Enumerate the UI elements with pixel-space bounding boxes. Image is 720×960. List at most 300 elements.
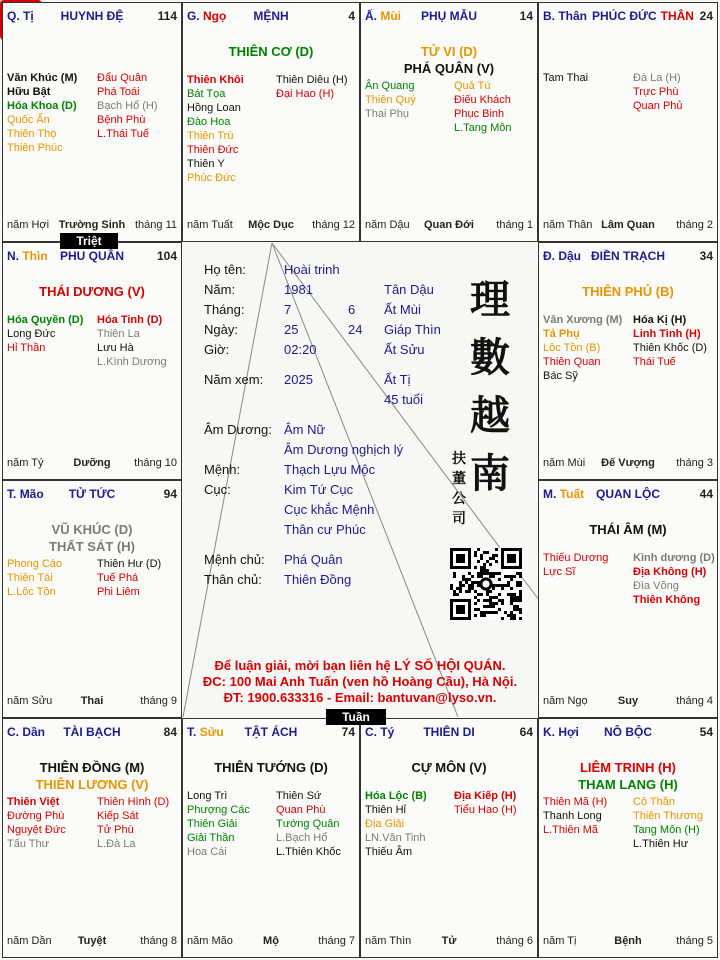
main-star: VŨ KHÚC (D) bbox=[51, 522, 133, 537]
palace-number: 44 bbox=[699, 487, 713, 501]
palace-header bbox=[543, 9, 713, 25]
star-item: Lộc Tồn (B) bbox=[543, 342, 601, 354]
minor-stars-right bbox=[276, 73, 348, 101]
main-star: THIÊN LƯƠNG (V) bbox=[35, 777, 149, 792]
palace-cell-tuat[interactable] bbox=[538, 480, 718, 718]
star-item: Phi Liêm bbox=[97, 586, 140, 598]
life-stage: Lâm Quan bbox=[601, 219, 655, 231]
palace-name: THIÊN DI bbox=[423, 725, 475, 739]
palace-cell-hoi[interactable] bbox=[538, 718, 718, 958]
life-stage: Tuyệt bbox=[77, 935, 107, 947]
star-item: Quốc Ấn bbox=[7, 114, 50, 126]
star-item: Bệnh Phù bbox=[97, 114, 146, 126]
star-item: Thiên Đức bbox=[187, 144, 239, 156]
star-item: Điếu Khách bbox=[454, 94, 511, 106]
info-value-3: Tân Dậu bbox=[384, 282, 434, 297]
star-item: Tử Phù bbox=[97, 824, 134, 836]
star-item: Tướng Quân bbox=[276, 818, 340, 830]
am-duong-label: Âm Dương: bbox=[204, 422, 272, 437]
palace-number: 54 bbox=[699, 725, 713, 739]
branch-stem: T. bbox=[187, 725, 197, 739]
palace-footer bbox=[543, 935, 713, 949]
star-item: Thiên Giải bbox=[187, 818, 238, 830]
minor-stars-left bbox=[7, 557, 62, 599]
branch-name: Mùi bbox=[380, 9, 402, 23]
footer-month: tháng 6 bbox=[496, 935, 533, 947]
footer-year: năm Tý bbox=[7, 457, 44, 469]
main-star: THÁI ÂM (M) bbox=[589, 522, 667, 537]
star-item: Đường Phù bbox=[7, 810, 65, 822]
footer-month: tháng 3 bbox=[676, 457, 713, 469]
star-item: Thai Phụ bbox=[365, 108, 410, 120]
footer-year: năm Mão bbox=[187, 935, 233, 947]
star-item: Địa Kiếp (H) bbox=[454, 790, 517, 802]
star-item: Quan Phù bbox=[276, 804, 326, 816]
minor-stars-right bbox=[454, 789, 517, 817]
palace-number: 34 bbox=[699, 249, 713, 263]
star-item: Thiên Thương bbox=[633, 810, 704, 822]
cuc-label: Cục: bbox=[204, 482, 231, 497]
footer-year: năm Sửu bbox=[7, 695, 53, 707]
palace-header bbox=[7, 725, 177, 741]
palace-footer bbox=[365, 935, 533, 949]
main-star: CỰ MÔN (V) bbox=[411, 760, 487, 775]
main-stars bbox=[361, 759, 537, 776]
life-stage: Đế Vượng bbox=[601, 457, 655, 469]
info-value-3: Ất Mùi bbox=[384, 302, 421, 317]
footer-year: năm Tị bbox=[543, 935, 577, 947]
branch-name: Tị bbox=[23, 9, 34, 23]
palace-cell-mui[interactable] bbox=[360, 2, 538, 242]
star-item: Đìa Võng bbox=[633, 580, 679, 592]
star-item: Thiên Trù bbox=[187, 130, 234, 142]
contact-line-1: Để luận giải, mời bạn liên hệ LÝ SỐ HỘI QUÁN. bbox=[214, 658, 506, 673]
palace-footer bbox=[543, 219, 713, 233]
star-item: Thiên Hỉ bbox=[365, 804, 406, 816]
life-stage: Suy bbox=[617, 695, 639, 707]
palace-name: TỬ TỨC bbox=[68, 487, 116, 501]
minor-stars-right bbox=[633, 795, 703, 851]
palace-footer bbox=[7, 935, 177, 949]
footer-year: năm Dậu bbox=[365, 219, 410, 231]
palace-extra-than: THÂN bbox=[660, 9, 694, 23]
star-item: L.Thái Tuế bbox=[97, 128, 149, 140]
star-item: Bác Sỹ bbox=[543, 370, 578, 382]
star-item: Tấu Thư bbox=[7, 838, 50, 850]
minor-stars-left bbox=[7, 795, 66, 851]
palace-name: TẬT ÁCH bbox=[244, 725, 298, 739]
palace-cell-mao[interactable] bbox=[2, 480, 182, 718]
star-item: Phúc Đức bbox=[187, 172, 236, 184]
small-calligraphy-char: 扶 bbox=[452, 451, 466, 467]
star-item: Thiên Phúc bbox=[7, 142, 63, 154]
minor-stars-left bbox=[543, 313, 622, 383]
main-star: LIÊM TRINH (H) bbox=[579, 760, 677, 775]
footer-month: tháng 10 bbox=[134, 457, 177, 469]
star-item: Bạch Hổ (H) bbox=[97, 100, 158, 112]
branch-name: Tý bbox=[380, 725, 395, 739]
branch-stem: C. bbox=[7, 725, 19, 739]
palace-number: 24 bbox=[699, 9, 713, 23]
star-item: Thiên Quan bbox=[543, 356, 601, 368]
minor-stars-left bbox=[7, 313, 83, 355]
main-star: THẤT SÁT (H) bbox=[49, 539, 135, 554]
footer-month: tháng 8 bbox=[140, 935, 177, 947]
info-value: 02:20 bbox=[284, 342, 317, 357]
footer-year: năm Thìn bbox=[365, 935, 412, 947]
palace-number: 64 bbox=[519, 725, 533, 739]
main-stars bbox=[539, 521, 717, 538]
minor-stars-right bbox=[276, 789, 341, 859]
footer-month: tháng 4 bbox=[676, 695, 713, 707]
palace-name: MỆNH bbox=[253, 9, 289, 23]
footer-month: tháng 12 bbox=[312, 219, 355, 231]
than-chu-value: Thiên Đồng bbox=[284, 572, 352, 587]
cuc-value: Kim Tứ Cục bbox=[284, 482, 354, 497]
main-stars bbox=[361, 43, 537, 77]
branch-name: Dậu bbox=[558, 249, 582, 263]
star-item: Hóa Tinh (D) bbox=[97, 314, 163, 326]
star-item: Thiên Không bbox=[633, 594, 701, 606]
star-item: Lực Sĩ bbox=[543, 566, 576, 578]
minor-stars-left bbox=[365, 789, 427, 859]
minor-stars-left bbox=[187, 73, 244, 185]
star-item: Hóa Khoa (D) bbox=[7, 100, 77, 112]
palace-number: 74 bbox=[341, 725, 355, 739]
star-item: Trực Phù bbox=[633, 86, 679, 98]
palace-footer bbox=[7, 219, 177, 233]
palace-header bbox=[365, 725, 533, 741]
star-item: Thiên Hư (D) bbox=[97, 558, 162, 570]
star-item: Tuế Phá bbox=[97, 572, 139, 584]
palace-number: 104 bbox=[156, 249, 177, 263]
branch-stem: Q. bbox=[7, 9, 20, 23]
palace-footer bbox=[543, 457, 713, 471]
star-item: Giải Thần bbox=[187, 832, 235, 844]
star-item: Linh Tinh (H) bbox=[633, 328, 701, 340]
star-item: Tam Thai bbox=[543, 72, 589, 84]
palace-header bbox=[7, 9, 177, 25]
star-item: Hoa Cái bbox=[187, 846, 227, 858]
palace-number: 4 bbox=[348, 9, 355, 23]
star-item: Thái Tuế bbox=[633, 356, 676, 368]
info-value: 7 bbox=[284, 302, 292, 317]
small-calligraphy-char: 司 bbox=[452, 511, 466, 527]
star-item: Đào Hoa bbox=[187, 116, 231, 128]
star-item: Nguyệt Đức bbox=[7, 824, 66, 836]
main-star: THIÊN CƠ (D) bbox=[228, 44, 314, 59]
star-item: Thiên Thọ bbox=[7, 128, 57, 140]
branch-name: Mão bbox=[19, 487, 44, 501]
star-item: Quả Tú bbox=[454, 80, 491, 92]
minor-stars-right bbox=[454, 79, 511, 135]
palace-footer bbox=[7, 695, 177, 709]
footer-month: tháng 1 bbox=[496, 219, 533, 231]
main-stars bbox=[3, 283, 181, 300]
minor-stars-left bbox=[543, 551, 608, 579]
life-stage: Mộ bbox=[263, 935, 279, 947]
palace-header bbox=[187, 9, 355, 25]
palace-footer bbox=[365, 219, 533, 233]
info-label: Tháng: bbox=[204, 302, 245, 317]
cuc-note: Cục khắc Mệnh bbox=[284, 502, 375, 517]
palace-header bbox=[365, 9, 533, 25]
star-item: Thiên Khôi bbox=[187, 74, 244, 86]
star-item: Quan Phủ bbox=[633, 100, 683, 112]
palace-header bbox=[7, 487, 177, 503]
star-item: Tiểu Hao (H) bbox=[454, 804, 517, 816]
minor-stars-right bbox=[633, 551, 715, 607]
minor-stars-left bbox=[543, 795, 607, 837]
star-item: Đà La (H) bbox=[633, 72, 681, 84]
star-item: Lưu Hà bbox=[97, 342, 134, 354]
star-item: Thanh Long bbox=[543, 810, 602, 822]
star-item: L.Thiên Khốc bbox=[276, 846, 341, 858]
calligraphy-char: 理 bbox=[470, 276, 510, 323]
branch-name: Sửu bbox=[199, 725, 224, 739]
info-value: 25 bbox=[284, 322, 299, 337]
palace-name: PHU QUÂN bbox=[59, 249, 124, 263]
palace-name: NÔ BỘC bbox=[604, 725, 652, 739]
star-item: Địa Không (H) bbox=[633, 566, 707, 578]
palace-header bbox=[187, 725, 355, 741]
palace-name: TÀI BẠCH bbox=[63, 725, 121, 739]
star-item: Thiên Hình (D) bbox=[97, 796, 170, 808]
minor-stars-right bbox=[633, 313, 707, 369]
triet-badge: Triệt bbox=[60, 233, 118, 249]
life-stage: Bệnh bbox=[614, 935, 642, 947]
branch-stem: G. bbox=[187, 9, 200, 23]
main-stars bbox=[183, 43, 359, 60]
life-stage: Dưỡng bbox=[73, 457, 111, 469]
menh-value: Thạch Lựu Mộc bbox=[284, 462, 376, 477]
palace-cell-ty[interactable] bbox=[2, 2, 182, 242]
star-item: Thiên Tài bbox=[7, 572, 53, 584]
info-value-3: Ất Tị bbox=[384, 372, 411, 387]
main-star: PHÁ QUÂN (V) bbox=[403, 61, 495, 76]
main-stars bbox=[183, 759, 359, 776]
star-item: Hóa Quyền (D) bbox=[7, 314, 84, 326]
branch-name: Hợi bbox=[558, 725, 579, 739]
info-label: Năm: bbox=[204, 282, 236, 297]
star-item: L.Thiên Hư bbox=[633, 838, 689, 850]
star-item: Kình dương (D) bbox=[633, 552, 715, 564]
palace-name: PHỤ MẪU bbox=[421, 9, 477, 23]
minor-stars-right bbox=[633, 71, 683, 113]
footer-year: năm Dần bbox=[7, 935, 52, 947]
palace-header bbox=[543, 725, 713, 741]
contact-line-3: ĐT: 1900.633316 - Email: bantuvan@lyso.vn. bbox=[223, 690, 497, 705]
info-value-3: 45 tuổi bbox=[384, 392, 424, 407]
star-item: Thiên La bbox=[97, 328, 140, 340]
palace-number: 14 bbox=[519, 9, 533, 23]
star-item: Đại Hao (H) bbox=[276, 88, 335, 100]
menh-chu-label: Mệnh chủ: bbox=[204, 552, 265, 567]
main-star: THAM LANG (H) bbox=[578, 777, 678, 792]
star-item: Phá Toái bbox=[97, 86, 140, 98]
palace-cell-suu[interactable] bbox=[182, 718, 360, 958]
star-item: Thiên Việt bbox=[7, 796, 60, 808]
branch-name: Dần bbox=[22, 725, 46, 739]
minor-stars-right bbox=[97, 313, 167, 369]
star-item: Thiên Diêu (H) bbox=[276, 74, 348, 86]
info-value-2: 24 bbox=[348, 322, 363, 337]
qr-code[interactable] bbox=[450, 548, 522, 620]
footer-month: tháng 11 bbox=[134, 219, 177, 231]
star-item: Phượng Các bbox=[187, 804, 250, 816]
minor-stars-left bbox=[7, 71, 77, 155]
star-item: LN.Văn Tinh bbox=[365, 832, 426, 844]
star-item: Tang Môn (H) bbox=[633, 824, 700, 836]
minor-stars-right bbox=[97, 557, 161, 599]
branch-stem: Đ. bbox=[543, 249, 555, 263]
info-value: Hoài trinh bbox=[284, 262, 340, 277]
than-cu-note: Thân cư Phúc bbox=[284, 522, 366, 537]
life-stage: Tử bbox=[441, 935, 457, 947]
star-item: Thiên Quý bbox=[365, 94, 416, 106]
branch-name: Thân bbox=[558, 9, 588, 23]
star-item: Thiếu Dương bbox=[543, 552, 609, 564]
star-item: Đẩu Quân bbox=[97, 72, 148, 84]
star-item: Hóa Kị (H) bbox=[633, 314, 687, 326]
tuan-badge: Tuần bbox=[326, 709, 386, 725]
calligraphy-char: 南 bbox=[470, 450, 510, 497]
star-item: Văn Xương (M) bbox=[543, 314, 623, 326]
star-item: Phong Cáo bbox=[7, 558, 63, 570]
footer-month: tháng 7 bbox=[318, 935, 355, 947]
star-item: Thiếu Âm bbox=[365, 846, 413, 858]
palace-cell-ty2[interactable] bbox=[360, 718, 538, 958]
branch-name: Ngọ bbox=[203, 9, 227, 23]
palace-number: 114 bbox=[157, 9, 177, 23]
footer-month: tháng 2 bbox=[676, 219, 713, 231]
star-item: Long Trì bbox=[187, 790, 228, 802]
info-value-2: 6 bbox=[348, 302, 356, 317]
minor-stars-right bbox=[97, 71, 158, 141]
star-item: Tả Phụ bbox=[543, 328, 580, 340]
main-stars bbox=[3, 521, 181, 555]
star-item: Thiên Sứ bbox=[276, 790, 322, 802]
footer-month: tháng 9 bbox=[140, 695, 177, 707]
star-item: Phục Binh bbox=[454, 108, 505, 120]
calligraphy-char: 越 bbox=[470, 392, 510, 439]
life-stage: Mộc Dục bbox=[248, 219, 294, 231]
than-chu-label: Thân chủ: bbox=[204, 572, 262, 587]
minor-stars-right bbox=[97, 795, 169, 851]
palace-cell-ngo[interactable] bbox=[182, 2, 360, 242]
main-star: THIÊN ĐỒNG (M) bbox=[39, 760, 145, 775]
footer-month: tháng 5 bbox=[676, 935, 713, 947]
calligraphy-char: 數 bbox=[470, 334, 510, 381]
minor-stars-left bbox=[187, 789, 250, 859]
palace-cell-than[interactable] bbox=[538, 2, 718, 242]
footer-year: năm Thân bbox=[543, 219, 593, 231]
star-item: Thiên Khốc (D) bbox=[633, 342, 707, 354]
info-value-3: Giáp Thìn bbox=[384, 322, 441, 337]
palace-footer bbox=[187, 935, 355, 949]
palace-name: ĐIỀN TRẠCH bbox=[591, 249, 665, 263]
star-item: Thiên Mã (H) bbox=[543, 796, 608, 808]
branch-name: Tuất bbox=[559, 487, 585, 501]
star-item: Hóa Lộc (B) bbox=[365, 790, 427, 802]
palace-header bbox=[543, 249, 713, 265]
star-item: Hữu Bật bbox=[7, 86, 51, 98]
main-star: THIÊN TƯỚNG (D) bbox=[214, 760, 328, 775]
star-item: Bát Tọa bbox=[187, 88, 226, 100]
footer-year: năm Tuất bbox=[187, 219, 233, 231]
branch-stem: C. bbox=[365, 725, 377, 739]
star-item: L.Lộc Tồn bbox=[7, 586, 56, 598]
footer-year: năm Hợi bbox=[7, 219, 50, 231]
life-stage: Trường Sinh bbox=[58, 219, 126, 231]
palace-number: 84 bbox=[163, 725, 177, 739]
star-item: L.Đà La bbox=[97, 838, 136, 850]
star-item: L.Thiên Mã bbox=[543, 824, 599, 836]
life-stage: Quan Đới bbox=[424, 219, 474, 231]
palace-name: QUAN LỘC bbox=[596, 487, 660, 501]
palace-cell-dan[interactable] bbox=[2, 718, 182, 958]
palace-cell-dau[interactable] bbox=[538, 242, 718, 480]
info-label: Ngày: bbox=[204, 322, 238, 337]
star-item: Thiên Y bbox=[187, 158, 225, 170]
palace-header bbox=[7, 249, 177, 265]
palace-name: HUYNH ĐỆ bbox=[60, 9, 124, 23]
star-item: Cô Thần bbox=[633, 796, 675, 808]
palace-cell-thin[interactable] bbox=[2, 242, 182, 480]
small-calligraphy-char: 公 bbox=[452, 491, 466, 507]
info-label: Họ tên: bbox=[204, 262, 246, 277]
footer-year: năm Ngọ bbox=[543, 695, 588, 707]
info-label: Giờ: bbox=[204, 342, 230, 357]
minor-stars-left bbox=[543, 71, 588, 85]
small-calligraphy-char: 董 bbox=[452, 471, 466, 487]
am-duong-value: Âm Nữ bbox=[284, 422, 326, 437]
star-item: L.Bạch Hổ bbox=[276, 832, 328, 844]
main-stars bbox=[539, 759, 717, 793]
minor-stars-left bbox=[365, 79, 416, 121]
palace-footer bbox=[543, 695, 713, 709]
star-item: Ân Quang bbox=[365, 80, 415, 92]
branch-name: Thìn bbox=[22, 249, 48, 263]
contact-line-2: ĐC: 100 Mai Anh Tuấn (ven hồ Hoàng Cầu), Hà Nội. bbox=[202, 674, 518, 689]
palace-footer bbox=[7, 457, 177, 471]
branch-stem: Ấ. bbox=[365, 9, 377, 23]
branch-stem: M. bbox=[543, 487, 557, 501]
main-stars bbox=[3, 759, 181, 793]
menh-label: Mệnh: bbox=[204, 462, 241, 477]
palace-footer bbox=[187, 219, 355, 233]
branch-stem: B. bbox=[543, 9, 555, 23]
info-label: Năm xem: bbox=[204, 372, 264, 387]
star-item: Hỉ Thần bbox=[7, 342, 46, 354]
main-star: TỬ VI (D) bbox=[420, 44, 478, 59]
star-item: Kiếp Sát bbox=[97, 810, 139, 822]
star-item: L.Tang Môn bbox=[454, 122, 512, 134]
main-stars bbox=[539, 283, 717, 300]
star-item: Hồng Loan bbox=[187, 102, 241, 114]
palace-header bbox=[543, 487, 713, 503]
palace-number: 94 bbox=[163, 487, 177, 501]
star-item: Long Đức bbox=[7, 328, 56, 340]
info-value: 1981 bbox=[284, 282, 313, 297]
branch-stem: K. bbox=[543, 725, 555, 739]
info-value: 2025 bbox=[284, 372, 313, 387]
menh-chu-value: Phá Quân bbox=[284, 552, 343, 567]
main-star: THÁI DƯƠNG (V) bbox=[39, 284, 145, 299]
star-item: Văn Khúc (M) bbox=[7, 72, 78, 84]
life-stage: Thai bbox=[80, 695, 104, 707]
star-item: L.Kình Dương bbox=[97, 356, 167, 368]
